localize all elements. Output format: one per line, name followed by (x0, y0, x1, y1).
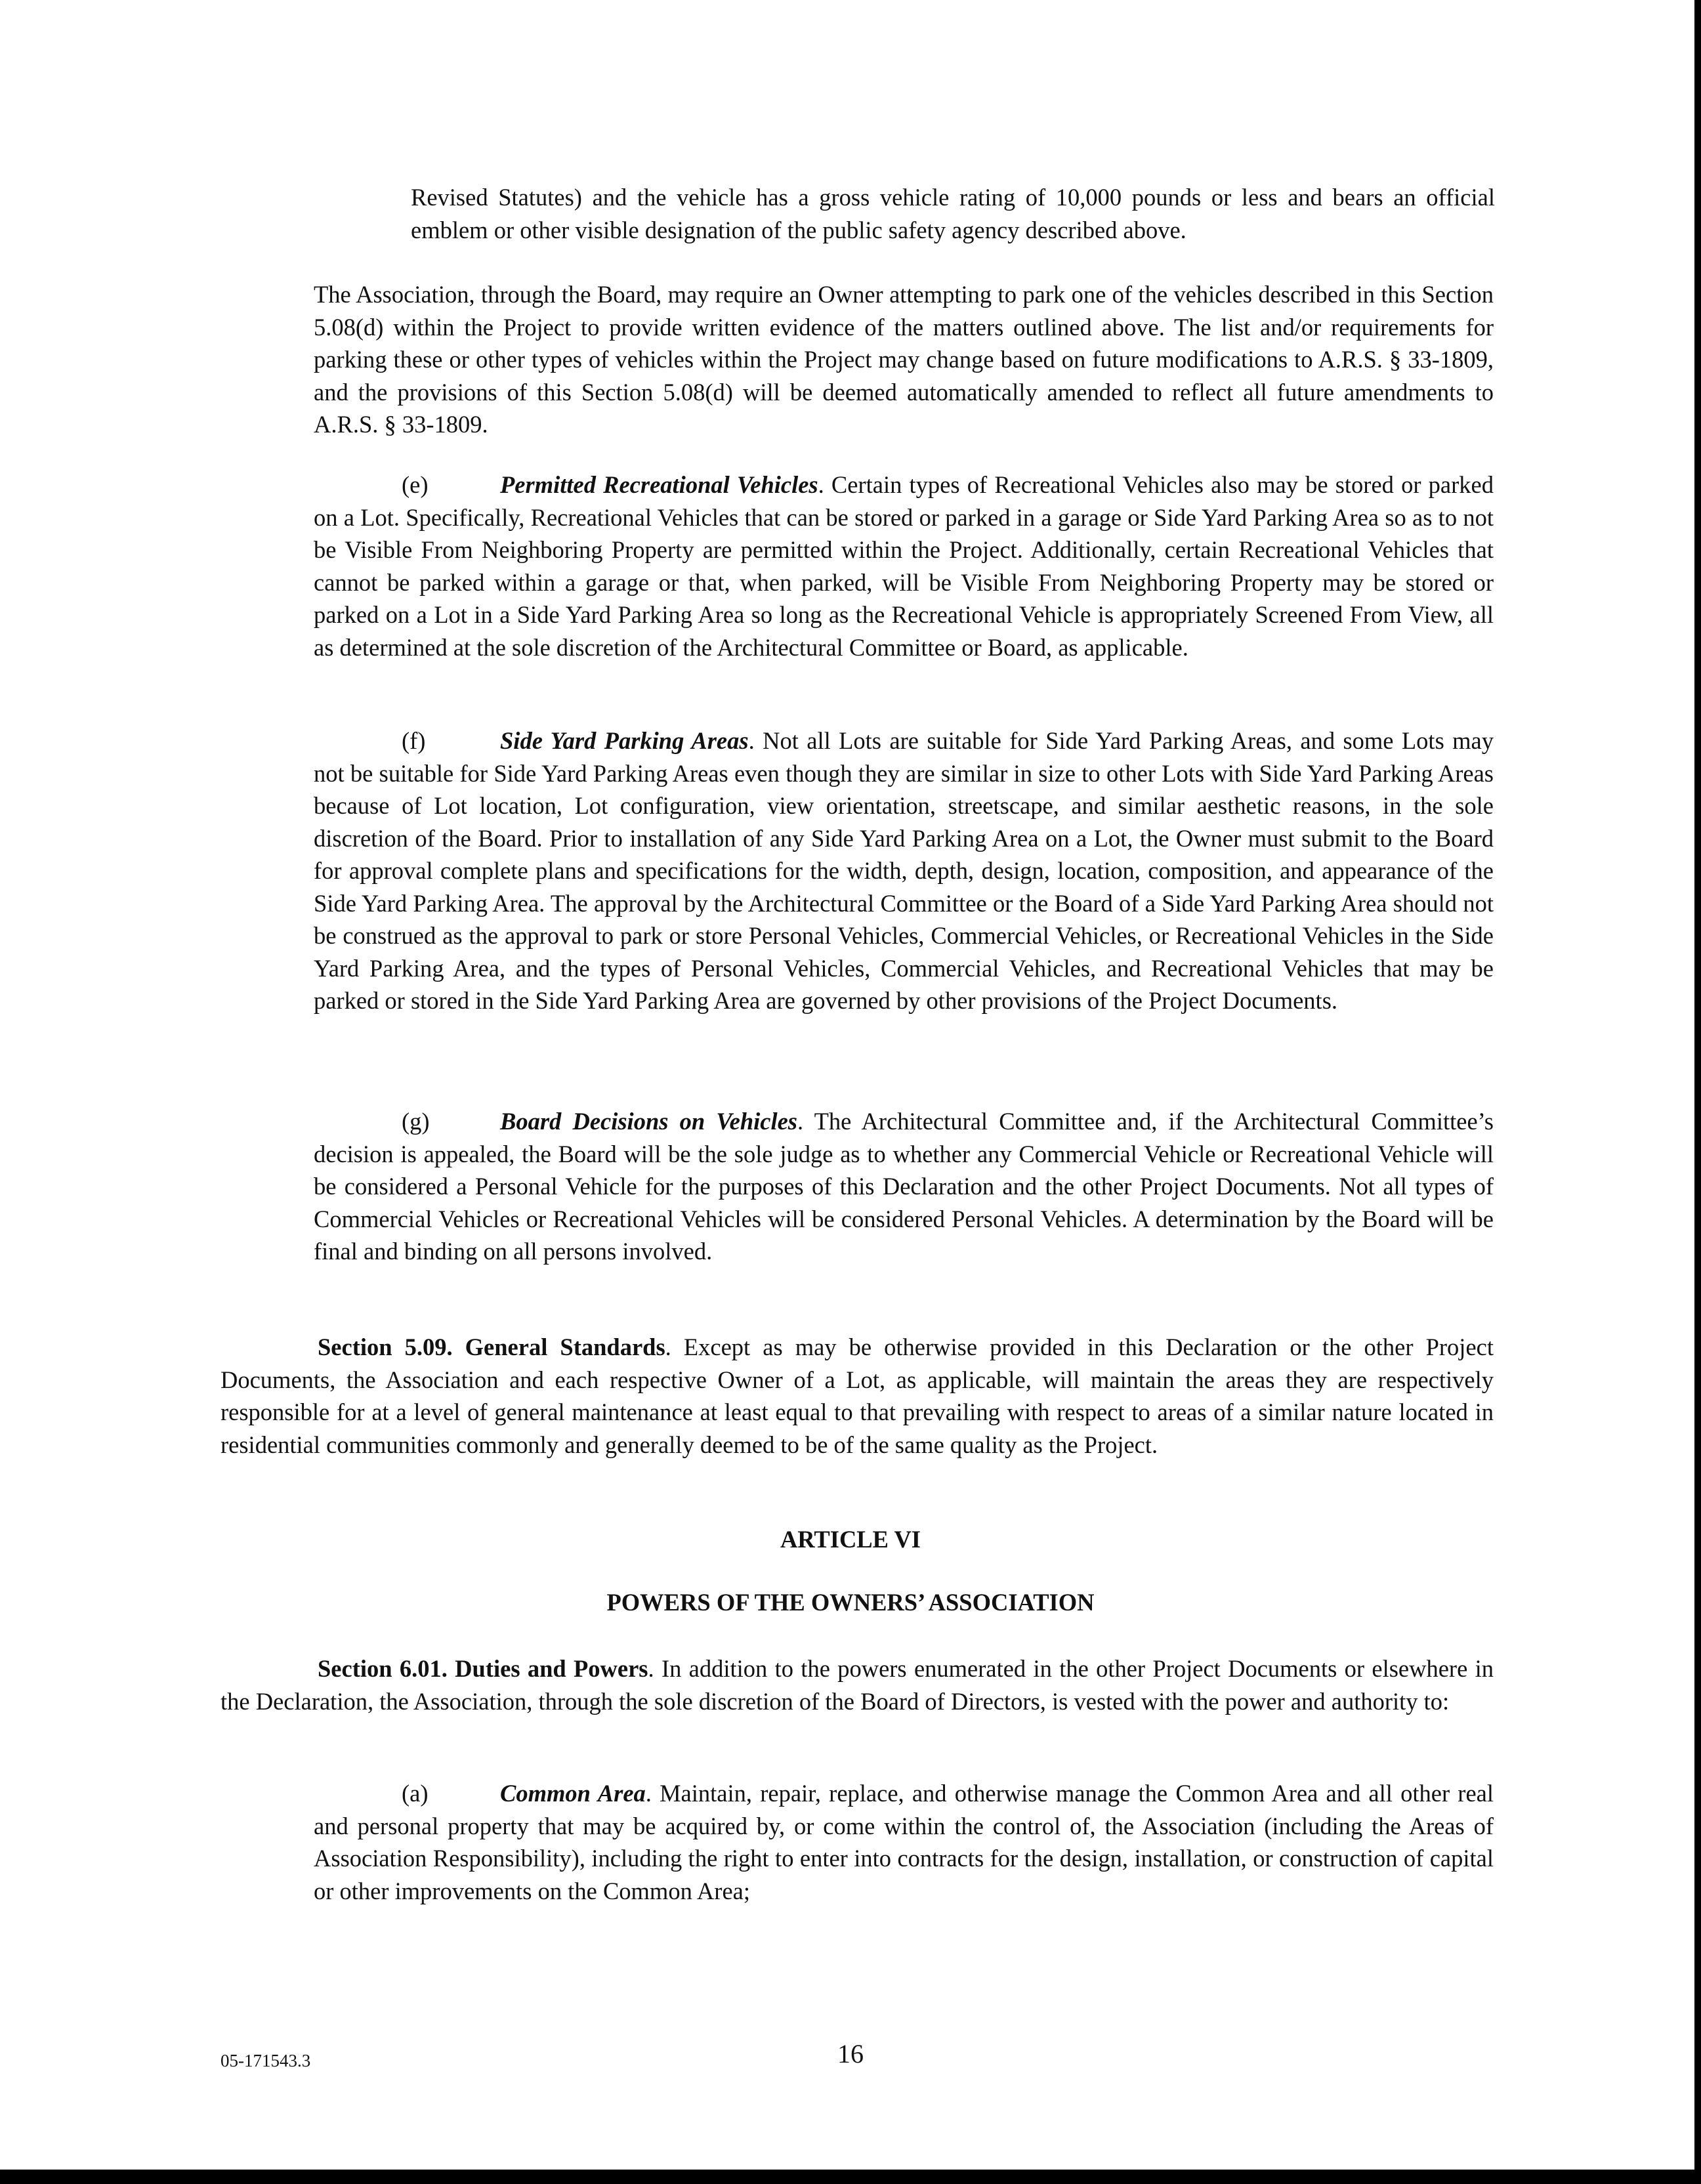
subsection-e-title: Permitted Recreational Vehicles (500, 471, 818, 498)
subsection-a-number: (a) (402, 1780, 429, 1807)
scan-border-bottom (0, 2170, 1701, 2184)
subsection-f-title: Side Yard Parking Areas (500, 727, 749, 754)
subsection-e-body: . Certain types of Recreational Vehicles also may be stored or parked on a Lot. Specifically, Recreational Vehicles that can be stored or parked in a garage or Side Yard Parking Area so as to not be Visible From Neighboring Property are permitted within the Project. Additionally, certain Recreational Vehicles that cannot be parked within a garage or that, when parked, will be Visible From Neighboring Property may be stored or parked on a Lot in a Side Yard Parking Area so long as the Recreational Vehicle is appropriately Screened From View, all as determined at the sole discretion of the Architectural Committee or Board, as applicable. (314, 471, 1494, 661)
section-5-09-body: . Except as may be otherwise provided in this Declaration or the other Project Documents, the Association and each respective Owner of a Lot, as applicable, will maintain the areas they are respectively responsible for at a level of general maintenance at least equal to that prevailing with respect to areas of a similar nature located in residential communities commonly and generally deemed to be of the same quality as the Project. (220, 1334, 1494, 1458)
subsection-f-body: . Not all Lots are suitable for Side Yard Parking Areas, and some Lots may not be suitable for Side Yard Parking Areas even though they are similar in size to other Lots with Side Yard Parking Areas because of Lot location, Lot configuration, view orientation, streetscape, and similar aesthetic reasons, in the sole discretion of the Board. Prior to installation of any Side Yard Parking Area on a Lot, the Owner must submit to the Board for approval complete plans and specifications for the width, depth, design, location, composition, and appearance of the Side Yard Parking Area. The approval by the Architectural Committee or the Board of a Side Yard Parking Area should not be construed as the approval to park or store Personal Vehicles, Commercial Vehicles, or Recreational Vehicles in the Side Yard Parking Area, and the types of Personal Vehicles, Commercial Vehicles, and Recreational Vehicles that may be parked or stored in the Side Yard Parking Area are governed by other provisions of the Project Documents. (314, 727, 1494, 1014)
subsection-f-number: (f) (402, 727, 426, 754)
section-6-01-title: Section 6.01. Duties and Powers (318, 1655, 648, 1682)
subsection-g-title: Board Decisions on Vehicles (500, 1108, 798, 1135)
section-5-09-general-standards (220, 1331, 1494, 1461)
document-id: 05-171543.3 (220, 2051, 311, 2070)
subsection-e-number: (e) (402, 471, 429, 498)
section-6-01-body: . In addition to the powers enumerated in the other Project Documents or elsewhere in the Declaration, the Association, through the sole discretion of the Board of Directors, is vested with the power and authority to: (220, 1655, 1494, 1715)
scan-border-right (1694, 0, 1701, 2184)
subsection-a-body: . Maintain, repair, replace, and otherwise manage the Common Area and all other real and personal property that may be acquired by, or come within the control of, the Association (including the Areas of Association Responsibility), including the right to enter into contracts for the design, installation, or construction of capital or other improvements on the Common Area; (314, 1780, 1494, 1904)
subsection-g-board-decisions (314, 1105, 1494, 1268)
paragraph-continuation: Revised Statutes) and the vehicle has a gross vehicle rating of 10,000 pounds or less and bears an official emblem or other visible designation of the public safety agency described above. (411, 184, 1495, 243)
section-5-09-title: Section 5.09. General Standards (318, 1334, 665, 1360)
article-title-heading: POWERS OF THE OWNERS’ ASSOCIATION (606, 1589, 1095, 1616)
section-6-01-duties-and-powers (220, 1652, 1494, 1717)
paragraph-association-evidence: The Association, through the Board, may require an Owner attempting to park one of the vehicles described in this Section 5.08(d) within the Project to provide written evidence of the matters outlined above. The list and/or requirements for parking these or other types of vehicles within the Project may change based on future modifications to A.R.S. § 33-1809, and the provisions of this Section 5.08(d) will be deemed automatically amended to reflect all future amendments to A.R.S. § 33-1809. (314, 281, 1494, 438)
subsection-f-side-yard-parking-areas (314, 724, 1494, 1017)
page-number: 16 (837, 2039, 864, 2068)
subsection-a-common-area (314, 1777, 1494, 1907)
subsection-e-permitted-recreational-vehicles (314, 469, 1494, 663)
subsection-a-title: Common Area (500, 1780, 646, 1807)
article-heading: ARTICLE VI (780, 1526, 921, 1553)
subsection-g-number: (g) (402, 1108, 430, 1135)
subsection-g-body: . The Architectural Committee and, if the Architectural Committee’s decision is appealed, the Board will be the sole judge as to whether any Commercial Vehicle or Recreational Vehicle will be considered a Personal Vehicle for the purposes of this Declaration and the other Project Documents. Not all types of Commercial Vehicles or Recreational Vehicles will be considered Personal Vehicles. A determination by the Board will be final and binding on all persons involved. (314, 1108, 1494, 1265)
